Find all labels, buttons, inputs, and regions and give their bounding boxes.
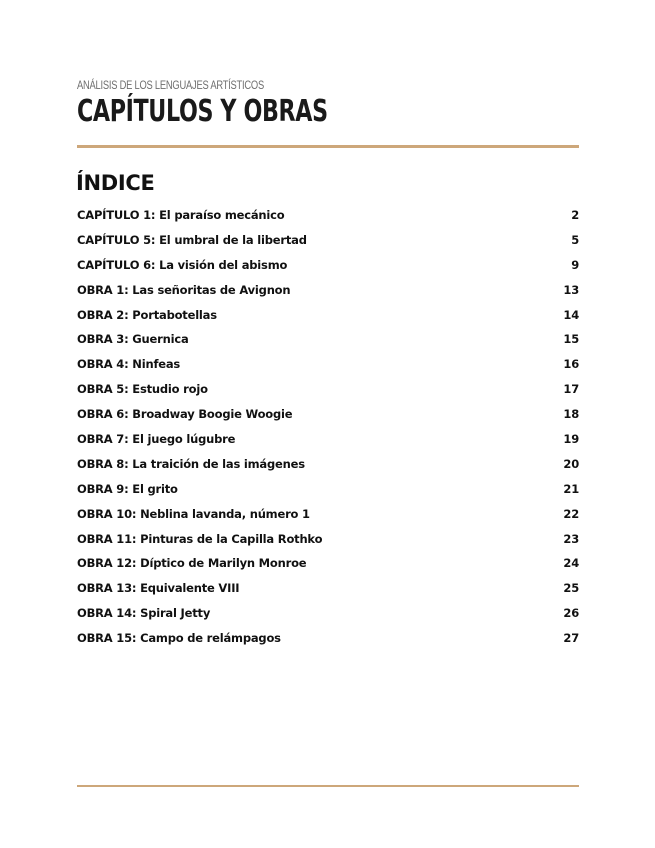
footer-divider [77,785,579,787]
toc-entry[interactable] [77,556,579,581]
toc-entry-title: OBRA 5: Estudio rojo [77,382,208,397]
toc-entry-page: 24 [563,556,579,571]
toc-entry-page: 9 [571,257,579,272]
toc-entry[interactable] [77,258,579,283]
header-divider [77,145,579,148]
toc-entry-title: CAPÍTULO 1: El paraíso mecánico [77,208,285,222]
toc-entry-title: OBRA 4: Ninfeas [77,357,181,372]
toc-entry-title: OBRA 12: Díptico de Marilyn Monroe [77,556,307,571]
toc-entry[interactable] [77,382,579,407]
toc-entry-page: 23 [563,531,579,546]
toc-entry-title: OBRA 3: Guernica [77,332,189,347]
toc-entry-page: 19 [563,432,579,447]
toc-entry[interactable] [77,233,579,258]
toc-entry[interactable] [77,532,579,557]
toc-entry[interactable] [77,457,579,482]
toc-entry-title: OBRA 15: Campo de relámpagos [77,631,281,646]
toc-entry-title: OBRA 9: El grito [77,481,178,496]
toc-entry[interactable] [77,432,579,457]
toc-entry-page: 18 [563,407,579,422]
toc-entry[interactable] [77,507,579,532]
toc-entry-page: 27 [563,631,579,646]
toc-entry-page: 17 [563,382,579,397]
toc-entry[interactable] [77,606,579,631]
index-heading: ÍNDICE [76,171,155,195]
toc-entry-page: 14 [563,307,579,322]
toc-entry[interactable] [77,631,579,656]
page-title: CAPÍTULOS Y OBRAS [77,94,328,129]
toc-entry-page: 26 [563,606,579,621]
toc-entry[interactable] [77,357,579,382]
toc-entry[interactable] [77,283,579,308]
toc-entry-title: OBRA 14: Spiral Jetty [77,606,211,621]
toc-entry[interactable] [77,308,579,333]
toc-entry-title: OBRA 13: Equivalente VIII [77,581,240,596]
toc-entry-title: OBRA 2: Portabotellas [77,307,217,322]
toc-entry-page: 21 [563,481,579,496]
toc-entry-title: CAPÍTULO 6: La visión del abismo [77,257,288,272]
toc-entry-page: 25 [563,581,579,596]
toc-entry-title: OBRA 11: Pinturas de la Capilla Rothko [77,531,323,546]
toc-entry-title: CAPÍTULO 5: El umbral de la libertad [77,232,307,247]
toc-entry-page: 20 [563,456,579,471]
toc-entry-page: 2 [571,208,579,222]
toc-entry-title: OBRA 8: La traición de las imágenes [77,456,305,471]
toc-entry[interactable] [77,407,579,432]
toc-entry-title: OBRA 7: El juego lúgubre [77,432,236,447]
toc-entry-page: 16 [563,357,579,372]
toc-entry-title: OBRA 6: Broadway Boogie Woogie [77,407,293,422]
toc-entry-page: 15 [563,332,579,347]
toc-entry-page: 22 [563,506,579,521]
table-of-contents [77,208,579,656]
toc-entry-page: 13 [563,282,579,297]
toc-entry[interactable] [77,482,579,507]
toc-entry-page: 5 [571,232,579,247]
toc-entry[interactable] [77,208,579,233]
toc-entry-title: OBRA 10: Neblina lavanda, número 1 [77,506,310,521]
toc-entry-title: OBRA 1: Las señoritas de Avignon [77,282,291,297]
document-kicker: ANÁLISIS DE LOS LENGUAJES ARTÍSTICOS [77,78,264,92]
toc-entry[interactable] [77,332,579,357]
toc-entry[interactable] [77,581,579,606]
